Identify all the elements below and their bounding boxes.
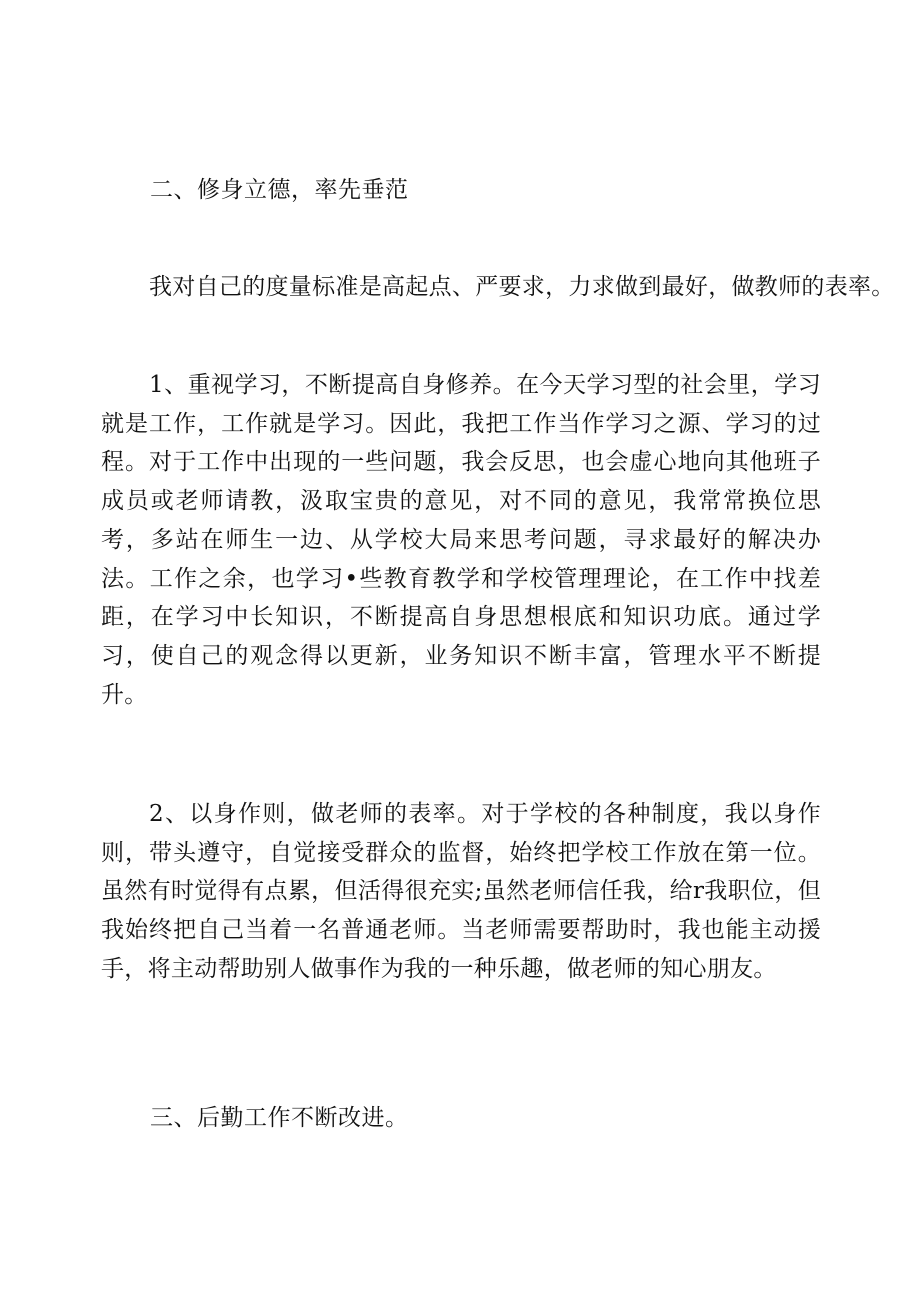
item-1-paragraph: 1、重视学习，不断提高自身修养。在今天学习型的社会里，学习就是工作，工作就是学习。因此，我把工作当作学习之源、学习的过程。对于工作中出现的一些问题，我会反思，也会虚心地向其他班子成员或老师请教，汲取宝贵的意见，对不同的意见，我常常换位思考，多站在师生一边、从学校大局来思考问题，寻求最好的解决办法。工作之余，也学习•些教育教学和学校管理理论，在工作中找差距，在学习中长知识，不断提高自身思想根底和知识功底。通过学习，使自己的观念得以更新，业务知识不断丰富，管理水平不断提升。 <box>101 372 821 708</box>
section-heading-2: 二、修身立德，率先垂范 <box>150 177 409 203</box>
intro-paragraph: 我对自己的度量标准是高起点、严要求，力求做到最好，做教师的表率。 <box>149 274 895 300</box>
item-2-paragraph: 2、以身作则，做老师的表率。对于学校的各种制度，我以身作则，带头遵守，自觉接受群众的监督，始终把学校工作放在第一位。虽然有时觉得有点累，但活得很充实;虽然老师信任我，给r我职位，但我始终把自己当着一名普通老师。当老师需要帮助时，我也能主动援手，将主动帮助别人做事作为我的一种乐趣，做老师的知心朋友。 <box>101 801 821 982</box>
section-heading-3: 三、后勤工作不断改进。 <box>150 1105 409 1131</box>
